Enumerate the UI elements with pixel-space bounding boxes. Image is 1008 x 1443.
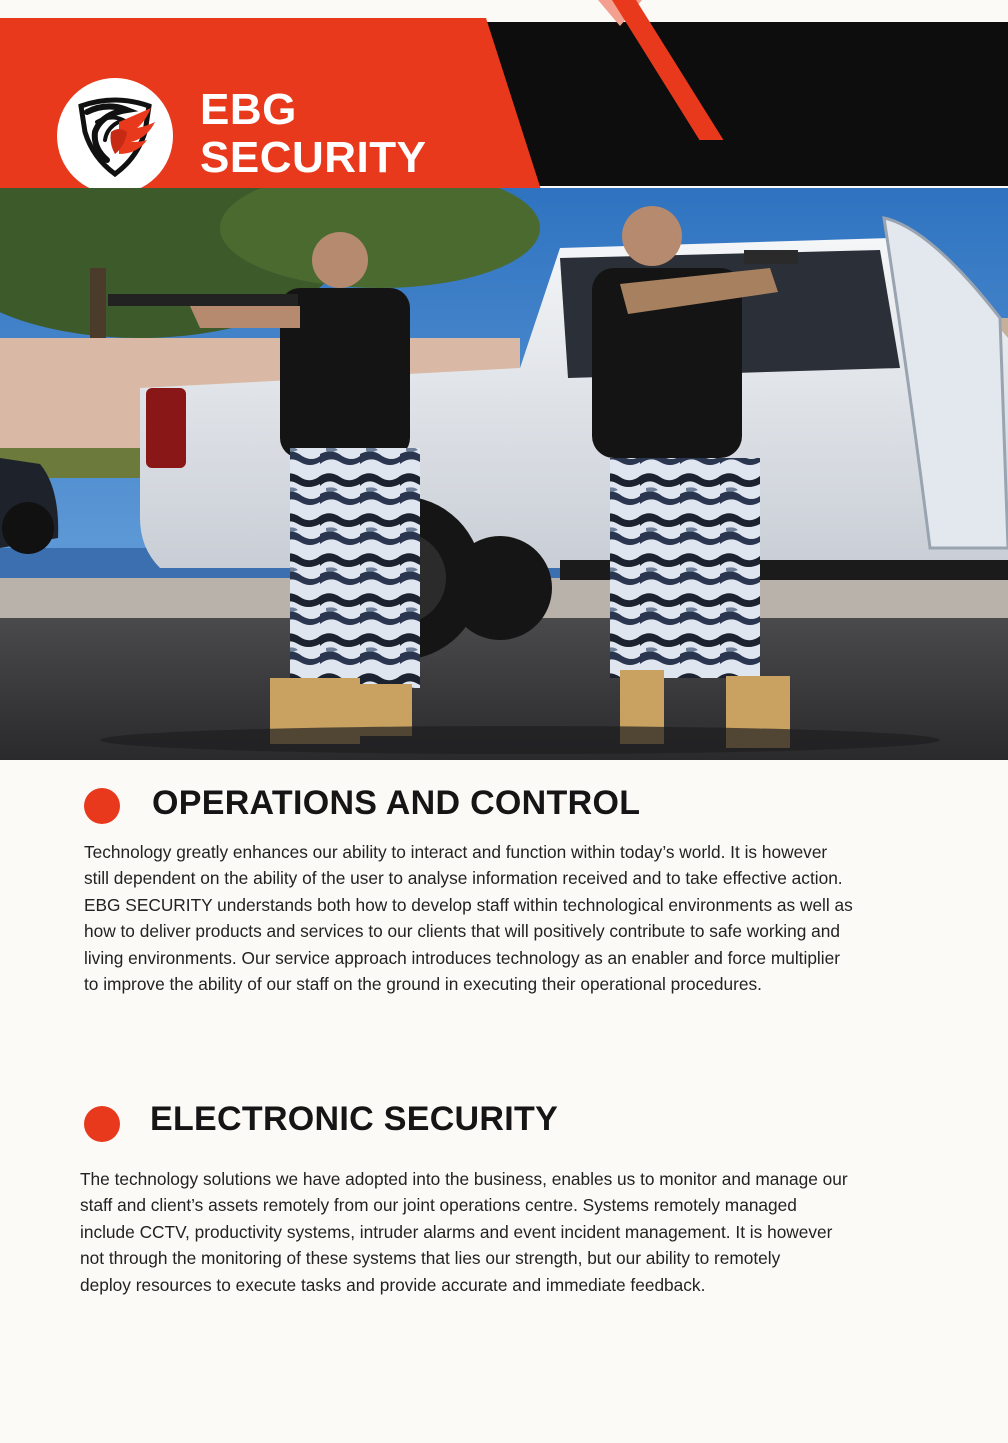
body-line: include CCTV, productivity systems, intruder alarms and event incident management. It is however (80, 1221, 833, 1242)
security-officers-photo (0, 188, 1008, 760)
shield-wing-logo-icon (57, 78, 173, 194)
section-body (80, 1166, 1000, 1298)
section-heading: OPERATIONS AND CONTROL (152, 784, 641, 822)
section-body (84, 839, 1004, 997)
body-line: staff and client’s assets remotely from our joint operations centre. Systems remotely managed (80, 1195, 797, 1216)
section-bullet-dot (84, 788, 120, 824)
body-line: how to deliver products and services to our clients that will positively contribute to safe working and (84, 921, 840, 942)
section-bullet-dot (84, 1106, 120, 1142)
logo-graphic (67, 92, 163, 180)
body-line: to improve the ability of our staff on the ground in executing their operational procedures. (84, 974, 762, 995)
body-line: living environments. Our service approach introduces technology as an enabler and force multiplier (84, 947, 840, 968)
body-line: Technology greatly enhances our ability to interact and function within today’s world. It is however (84, 842, 828, 862)
body-line: still dependent on the ability of the user to analyse information received and to take effective action. (84, 868, 843, 889)
brand-line-2: SECURITY (200, 133, 427, 182)
body-line: deploy resources to execute tasks and provide accurate and immediate feedback. (80, 1274, 706, 1295)
brand-name (200, 86, 426, 182)
brand-line-1: EBG (200, 85, 297, 134)
body-line: The technology solutions we have adopted into the business, enables us to monitor and manage our (80, 1169, 848, 1189)
body-line: not through the monitoring of these systems that lies our strength, but our ability to remotely (80, 1248, 781, 1269)
section-heading: ELECTRONIC SECURITY (150, 1100, 559, 1138)
body-line: EBG SECURITY understands both how to develop staff within technological environments as well as (84, 894, 853, 915)
